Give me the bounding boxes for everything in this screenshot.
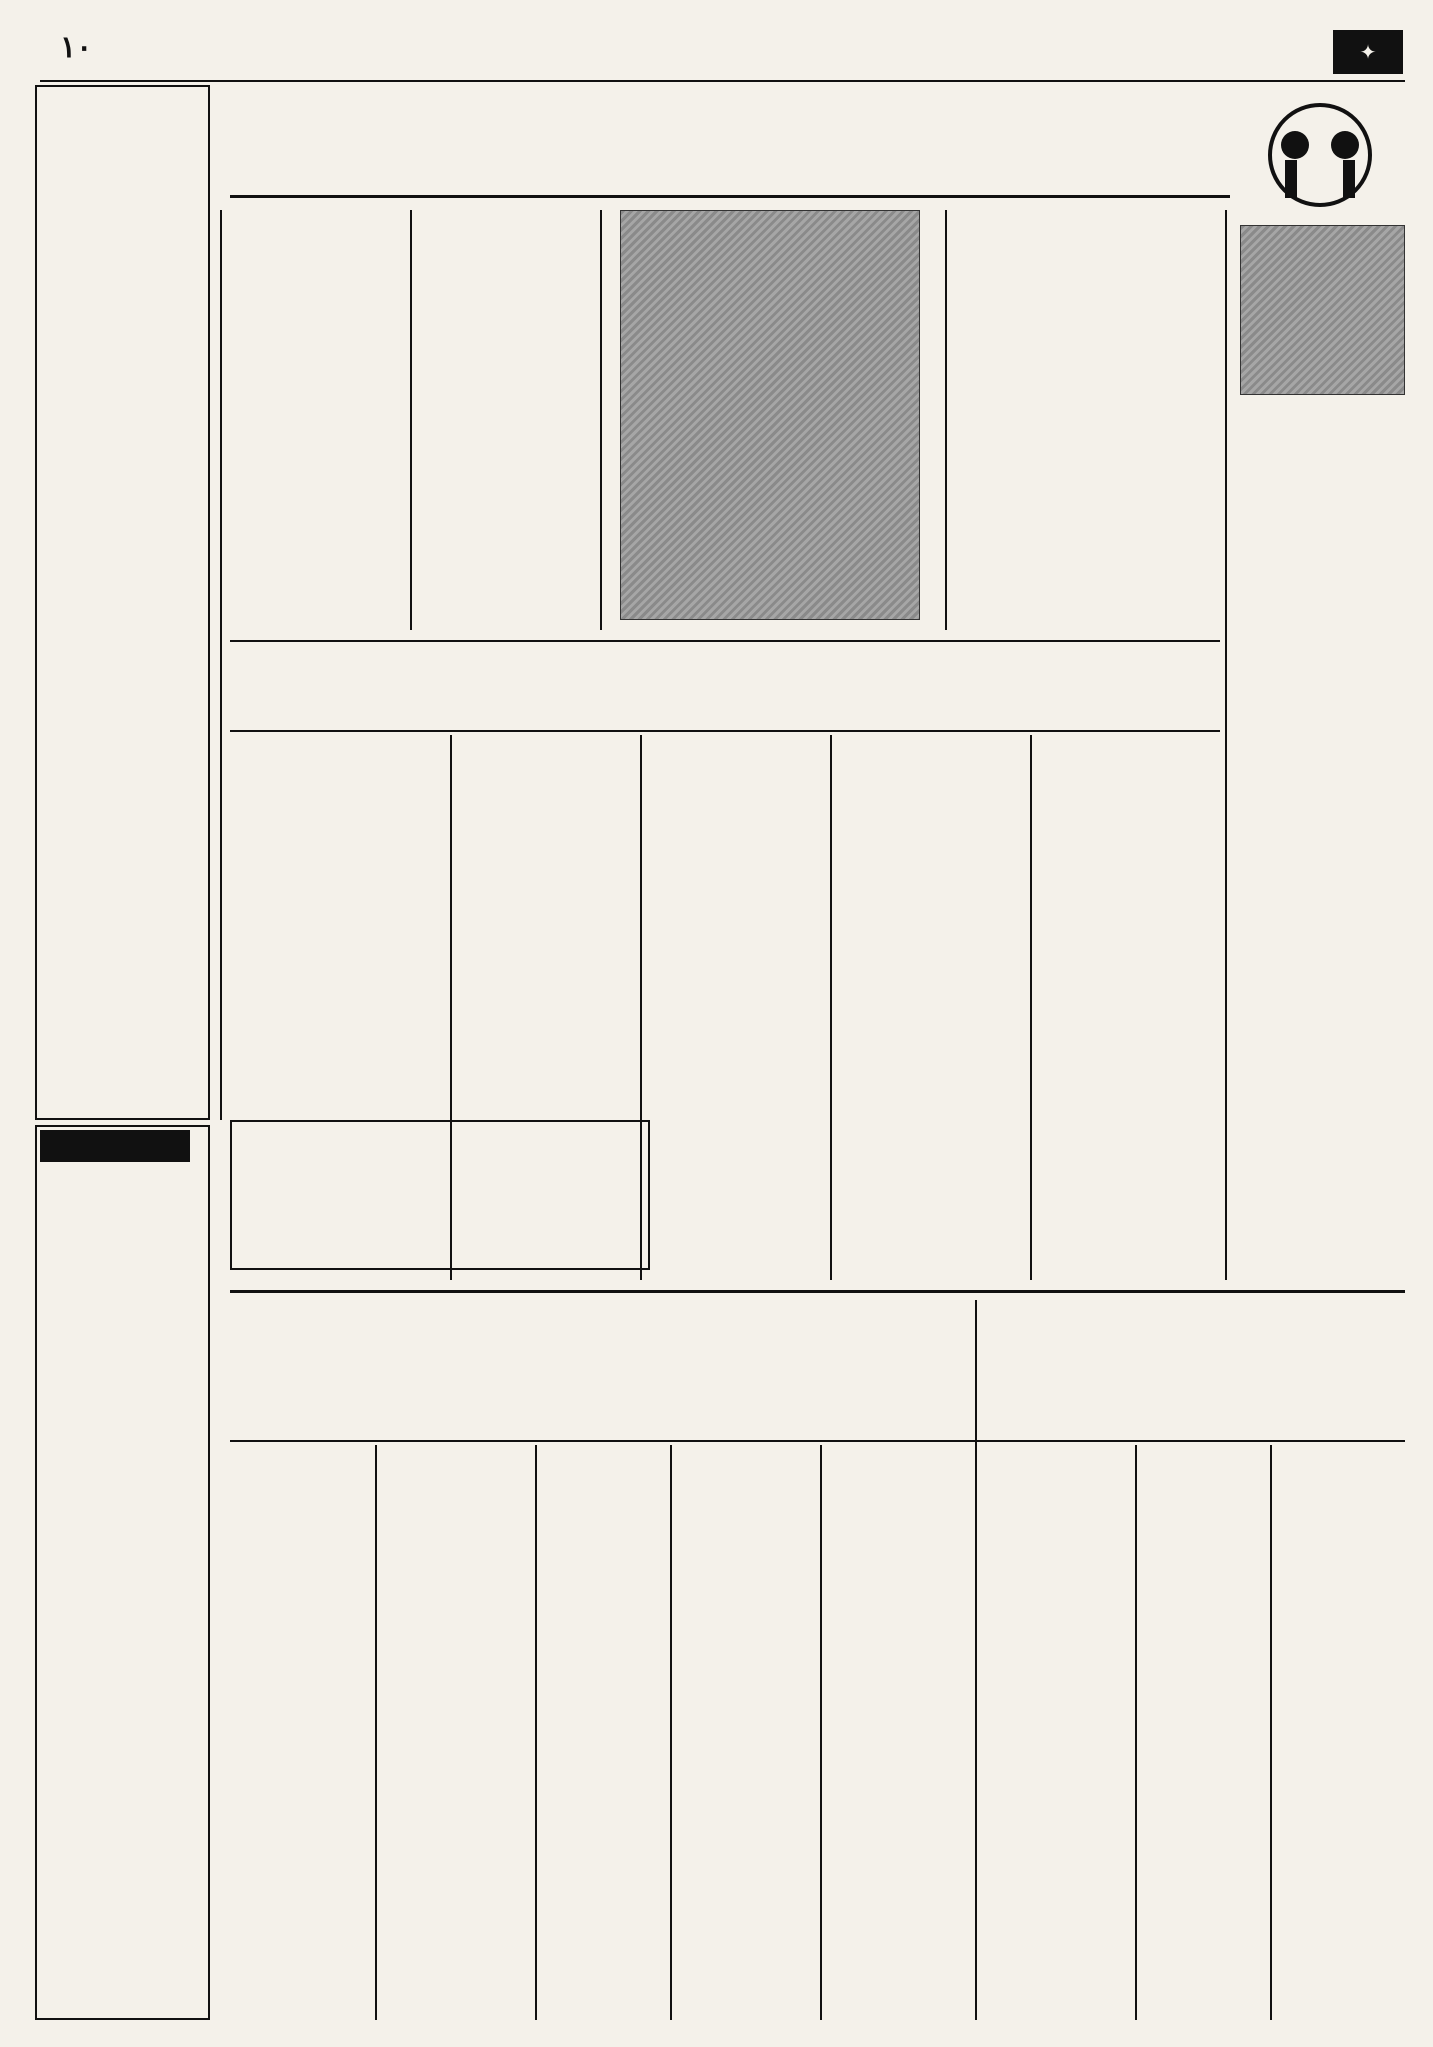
column-rule [535,1445,537,2020]
reporter-portrait-photo [1240,225,1405,395]
lower-rule [230,1440,1405,1442]
notice-box [230,1120,650,1270]
page-number: ۱۰ [60,30,93,65]
column-rule [375,1445,377,2020]
column-rule [410,210,412,630]
column-rule [1270,1445,1272,2020]
column-rule [820,1445,822,2020]
news-column-frame [35,1125,210,2020]
column-rule [1135,1445,1137,2020]
column-rule [1030,735,1032,1280]
world-cup-emblem-icon [1240,100,1400,210]
section-rule [230,730,1220,732]
column-rule [945,210,947,630]
lower-rule [230,1290,1405,1293]
column-rule [670,1445,672,2020]
headline-rule [230,195,1230,198]
left-column-frame [35,85,210,1120]
column-rule [1225,210,1227,1280]
column-rule [600,210,602,630]
masthead-rule [40,80,1405,82]
column-rule [975,1300,977,2020]
football-action-photo [620,210,920,620]
newspaper-logo-icon: ✦ [1333,30,1403,74]
section-rule [230,640,1220,642]
column-rule [220,210,222,1120]
column-rule [830,735,832,1280]
